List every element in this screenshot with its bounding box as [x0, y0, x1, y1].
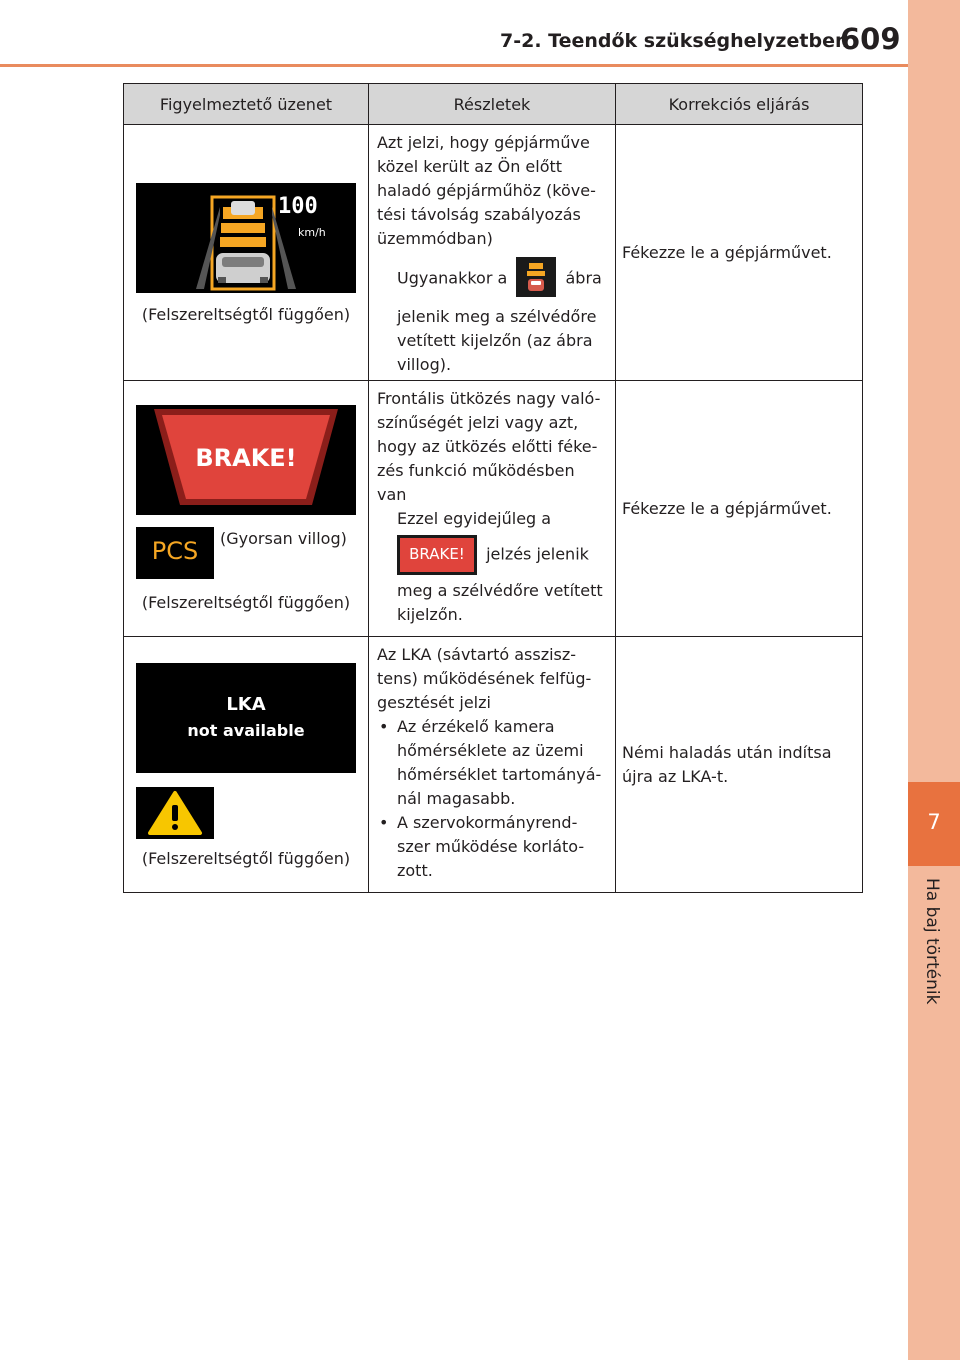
hud-brake-label: BRAKE!: [409, 545, 465, 563]
table-row: [124, 637, 863, 893]
caption: (Felszereltségtől függően): [141, 849, 351, 868]
detail-text: Azt jelzi, hogy gépjárműve közel került az Ön előtt haladó gépjárműhöz (köve-tési távolság szabályozás üzemmódban): [376, 133, 596, 248]
header-warning-message: Figyelmeztető üzenet: [124, 84, 369, 125]
display-screen-proximity: [136, 183, 356, 293]
detail-subnote: [377, 507, 607, 627]
detail-subnote-text: ábra: [565, 268, 602, 288]
details-cell: [368, 125, 615, 381]
chapter-title: Ha baj történik: [922, 878, 942, 1005]
display-lka-line2: not available: [187, 721, 305, 740]
header-rule: [0, 64, 908, 67]
detail-text: Frontális ütközés nagy való-színűségét jelzi vagy azt, hogy az ütközés előtti féke-zés funkció működésben van: [376, 389, 601, 504]
page-number: 609: [840, 22, 901, 56]
pcs-label: PCS: [151, 537, 199, 565]
corrective-action-cell: Fékezze le a gépjárművet.: [615, 381, 862, 637]
warning-triangle-icon: [136, 787, 214, 839]
header-corrective-action: Korrekciós eljárás: [615, 84, 862, 125]
display-screen-lka: [136, 663, 356, 773]
detail-subnote-text: Ezzel egyidejűleg a: [396, 509, 552, 528]
details-cell: [368, 381, 615, 637]
section-title: 7-2. Teendők szükséghelyzetben: [500, 30, 849, 52]
pcs-icon: [136, 527, 214, 579]
detail-subnote-text: Ugyanakkor a: [396, 268, 508, 288]
list-item: • A szervokormányrend-szer működése korláto-zott.: [377, 811, 607, 883]
hud-proximity-icon: [516, 257, 556, 297]
display-unit: km/h: [298, 226, 326, 239]
detail-subnote-rest: jelenik meg a szélvédőre vetített kijelzőn (az ábra villog).: [396, 307, 597, 374]
list-item: • Az érzékelő kamera hőmérséklete az üzemi hőmérséklet tartományá-nál magasabb.: [377, 715, 607, 811]
table-row: [124, 125, 863, 381]
corrective-action-cell: Némi haladás után indítsa újra az LKA-t.: [615, 637, 862, 893]
flash-note: (Gyorsan villog): [220, 529, 347, 548]
warning-message-cell: [124, 381, 369, 637]
warning-message-cell: [124, 637, 369, 893]
hud-brake-icon: [397, 535, 477, 575]
table-header-row: [124, 84, 863, 125]
detail-subnote-rest: meg a szélvédőre vetített kijelzőn.: [396, 581, 603, 624]
details-cell: [368, 637, 615, 893]
display-speed: 100: [278, 194, 318, 219]
warning-message-cell: [124, 125, 369, 381]
table-row: [124, 381, 863, 637]
detail-bullets: [377, 715, 607, 883]
caption: (Felszereltségtől függően): [141, 593, 351, 612]
caption: (Felszereltségtől függően): [141, 305, 351, 324]
chapter-number: 7: [908, 782, 960, 866]
side-tab-strip: [908, 0, 960, 1360]
display-screen-brake: [136, 405, 356, 515]
display-lka-line1: LKA: [226, 694, 266, 715]
corrective-action-cell: Fékezze le a gépjárművet.: [615, 125, 862, 381]
header-details: Részletek: [368, 84, 615, 125]
display-brake-text: BRAKE!: [195, 444, 297, 472]
warning-message-table: [123, 83, 863, 893]
detail-subnote-text: jelzés jelenik: [486, 544, 589, 564]
detail-subnote-inline: [397, 535, 607, 575]
detail-subnote: [377, 259, 607, 377]
detail-text: Az LKA (sávtartó asszisz-tens) működésének felfüg-gesztését jelzi: [376, 645, 592, 712]
